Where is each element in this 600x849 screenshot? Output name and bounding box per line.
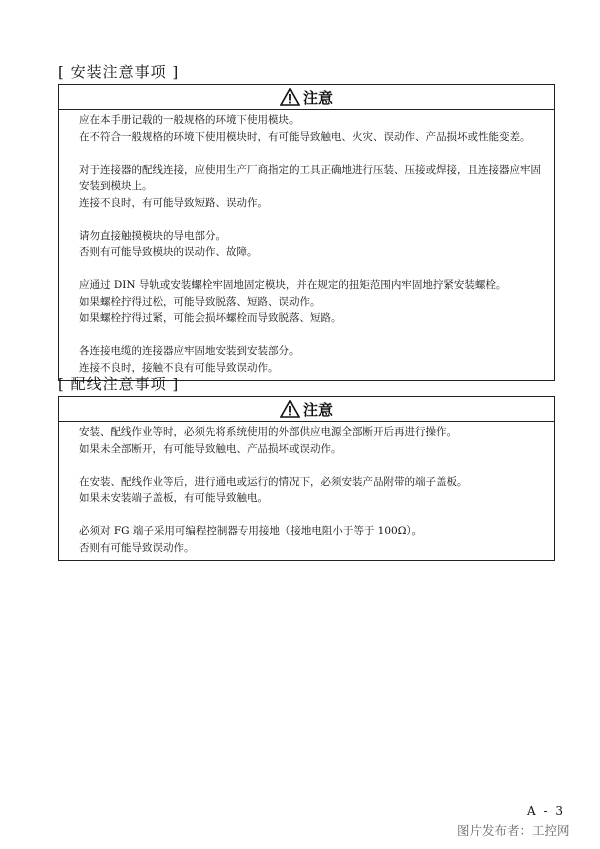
page-number: A - 3 [527,804,565,818]
warning-triangle-icon [280,400,300,418]
text-line: 如果螺栓拧得过松，可能导致脱落、短路、误动作。 [79,295,321,308]
caution-label: 注意 [302,88,333,107]
paragraph [79,523,542,556]
paragraph [79,277,542,327]
caution-body [59,110,554,380]
text-line: 对于连接器的配线连接，应使用生产厂商指定的工具正确地进行压装、压接或焊接，且连接器应牢固 [79,163,541,176]
text-line: 在不符合一般规格的环境下使用模块时，有可能导致触电、火灾、误动作、产品损坏或性能变差。 [79,130,531,143]
text-line: 应在本手册记载的一般规格的环境下使用模块。 [79,114,300,126]
text-line: 安装到模块上。 [79,180,153,192]
paragraph [79,162,542,212]
section-title-wiring: [ 配线注意事项 ] [58,375,180,393]
watermark: 图片发布者：工控网 [457,823,570,838]
text-line: 否则有可能导致误动作。 [79,541,195,554]
text-line: 必须对 FG 端子采用可编程控制器专用接地（接地电阻小于等于 100Ω）。 [79,525,423,537]
paragraph [79,474,542,507]
paragraph [79,343,542,376]
section-title-installation: [ 安装注意事项 ] [58,63,180,81]
text-line: 否则有可能导致模块的误动作、故障。 [79,246,258,258]
caution-box-installation [58,84,555,381]
text-line: 如果未全部断开，有可能导致触电、产品损坏或误动作。 [79,442,342,455]
caution-label: 注意 [302,400,333,419]
caution-box-wiring [58,396,555,561]
text-line: 请勿直接触摸模块的导电部分。 [79,229,226,242]
paragraph [79,112,542,145]
warning-triangle-icon [280,88,300,106]
text-line: 安装、配线作业等时，必须先将系统使用的外部供应电源全部断开后再进行操作。 [79,426,457,438]
text-line: 在安装、配线作业等后，进行通电或运行的情况下，必须安装产品附带的端子盖板。 [79,475,468,488]
paragraph [79,228,542,261]
caution-header [59,397,554,422]
caution-body [59,422,554,560]
text-line: 如果螺栓拧得过紧，可能会损坏螺栓而导致脱落、短路。 [79,312,342,324]
text-line: 连接不良时，接触不良有可能导致误动作。 [79,361,279,374]
text-line: 各连接电缆的连接器应牢固地安装到安装部分。 [79,345,300,357]
text-line: 应通过 DIN 导轨或安装螺栓牢固地固定模块，并在规定的扭矩范围内牢固地拧紧安装螺栓。 [79,279,507,291]
paragraph [79,424,542,457]
text-line: 连接不良时，有可能导致短路、误动作。 [79,196,268,209]
text-line: 如果未安装端子盖板，有可能导致触电。 [79,492,268,504]
caution-header [59,85,554,110]
